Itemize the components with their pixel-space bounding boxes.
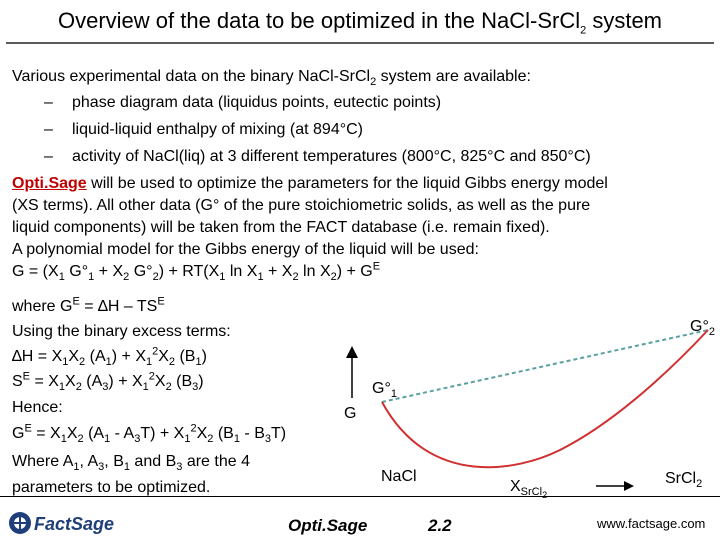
g-axis-arrowhead bbox=[346, 346, 358, 358]
nacl-label: NaCl bbox=[381, 468, 417, 485]
g2-label: $G^\circ_2$ bbox=[690, 318, 715, 339]
excess-definition: where $G^E = \Delta H - TS^E$ bbox=[12, 295, 165, 315]
website-link[interactable]: www.factsage.com bbox=[597, 516, 706, 531]
gibbs-model-equation: $G = (X_1$ $G^\circ_1 + X_2$ $G^\circ_2) + RT(X_1$ $\ln X_1 + X_2$ $\ln X_2) + G^E$ bbox=[12, 260, 381, 284]
logo-text: FactSage bbox=[34, 514, 115, 534]
excess-terms-heading: Using the binary excess terms: bbox=[12, 323, 231, 340]
excess-gibbs-equation: $G^E = X_1X_2$ $(A_1 - A_3T) + X_1^2X_2$ $(B_1 - B_3T)$ bbox=[12, 422, 287, 446]
optisage-link[interactable]: Opti.Sage bbox=[12, 175, 87, 192]
para-line: A polynomial model for the Gibbs energy of the liquid will be used: bbox=[12, 241, 479, 258]
slide-title: Overview of the data to be optimized in the NaCl-SrCl$_2$ system bbox=[57, 8, 663, 37]
entropy-equation: $S^E = X_1X_2$ $(A_3) + X_1^2X_2$ $(B_3)$ bbox=[12, 370, 204, 394]
mechanical-mixture-line bbox=[382, 330, 708, 402]
factsage-logo bbox=[6, 508, 126, 538]
composition-axis-label: $X_{SrCl_2}$ bbox=[510, 478, 548, 501]
footer-divider bbox=[0, 496, 720, 497]
parameters-line: Where $A_1$, $A_3$, $B_1$ and $B_3$ are the 4 bbox=[12, 453, 250, 474]
g1-label: $G^\circ_1$ bbox=[372, 380, 397, 401]
srcl2-label: SrCl$_2$ bbox=[665, 470, 703, 491]
liquid-gibbs-curve bbox=[382, 330, 708, 467]
slide-number: 2.2 bbox=[428, 516, 452, 535]
bullet-item: – phase diagram data (liquidus points, eutectic points) bbox=[44, 94, 442, 111]
bullet-item: – activity of NaCl(liq) at 3 different temperatures (800°C, 825°C and 850°C) bbox=[44, 148, 591, 165]
composition-arrowhead bbox=[624, 481, 634, 491]
g-axis-label: G bbox=[344, 405, 357, 422]
para-line: liquid components) will be taken from the FACT database (i.e. remain fixed). bbox=[12, 219, 550, 236]
bullet-item: – liquid-liquid enthalpy of mixing (at 894°C) bbox=[44, 121, 363, 138]
footer-program-name: Opti.Sage bbox=[288, 516, 368, 535]
para-line: (XS terms). All other data (G° of the pure stoichiometric solids, as well as the pure bbox=[12, 197, 591, 214]
para-line: Opti.Sage will be used to optimize the parameters for the liquid Gibbs energy model bbox=[12, 175, 608, 192]
enthalpy-equation: $\Delta H = X_1X_2$ $(A_1) + X_1^2X_2$ $(B_1)$ bbox=[12, 345, 207, 369]
intro-line: Various experimental data on the binary NaCl-SrCl$_2$ system are available: bbox=[12, 68, 531, 89]
parameters-line: parameters to be optimized. bbox=[12, 479, 211, 496]
hence-label: Hence: bbox=[12, 399, 63, 416]
